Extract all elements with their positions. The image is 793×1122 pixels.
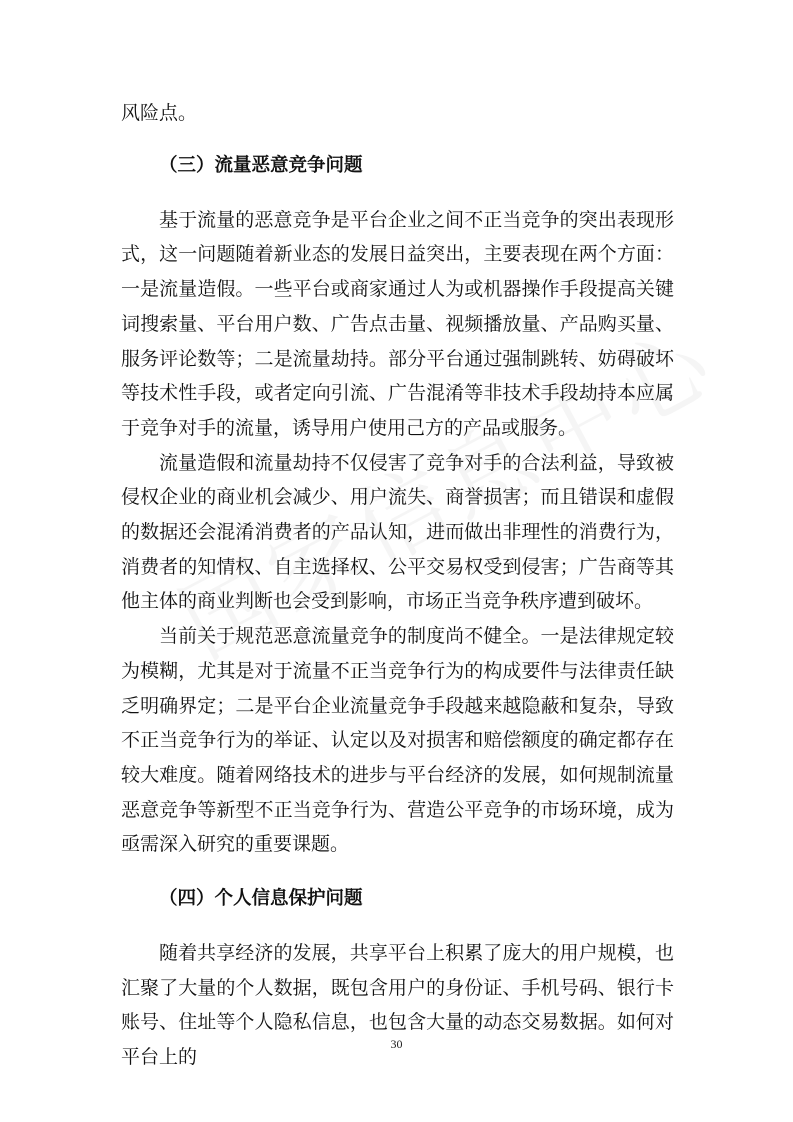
paragraph: 流量造假和流量劫持不仅侵害了竞争对手的合法利益，导致被侵权企业的商业机会减少、用户流失、商誉损害；而且错误和虚假的数据还会混淆消费者的产品认知，进而做出非理性的消费行为，消费者的知情权、自主选择权、公平交易权受到侵害；广告商等其他主体的商业判断也会受到影响，市场正当竞争秩序遭到破坏。: [121, 451, 674, 613]
paragraph: 基于流量的恶意竞争是平台企业之间不正当竞争的突出表现形式，这一问题随着新业态的发展日益突出，主要表现在两个方面：一是流量造假。一些平台或商家通过人为或机器操作手段提高关键词搜索量、平台用户数、广告点击量、视频播放量、产品购买量、服务评论数等；二是流量劫持。部分平台通过强制跳转、妨碍破坏等技术性手段，或者定向引流、广告混淆等非技术手段劫持本应属于竞争对手的流量，诱导用户使用己方的产品或服务。: [121, 208, 674, 439]
paragraph: 当前关于规范恶意流量竞争的制度尚不健全。一是法律规定较为模糊，尤其是对于流量不正当竞争行为的构成要件与法律责任缺乏明确界定；二是平台企业流量竞争手段越来越隐蔽和复杂，导致不正当竞争行为的举证、认定以及对损害和赔偿额度的确定都存在较大难度。随着网络技术的进步与平台经济的发展，如何规制流量恶意竞争等新型不正当竞争行为、营造公平竞争的市场环境，成为亟需深入研究的重要课题。: [121, 625, 674, 856]
page-body: [121, 96, 674, 1075]
page-number: 30: [390, 1037, 403, 1051]
continued-text: 风险点。: [121, 102, 198, 124]
section-heading-3: （三）流量恶意竞争问题: [159, 154, 363, 176]
section-heading-4: （四）个人信息保护问题: [159, 888, 363, 910]
paragraph: 随着共享经济的发展，共享平台上积累了庞大的用户规模，也汇聚了大量的个人数据，既包含用户的身份证、手机号码、银行卡账号、住址等个人隐私信息，也包含大量的动态交易数据。如何对平台上的: [121, 942, 674, 1069]
